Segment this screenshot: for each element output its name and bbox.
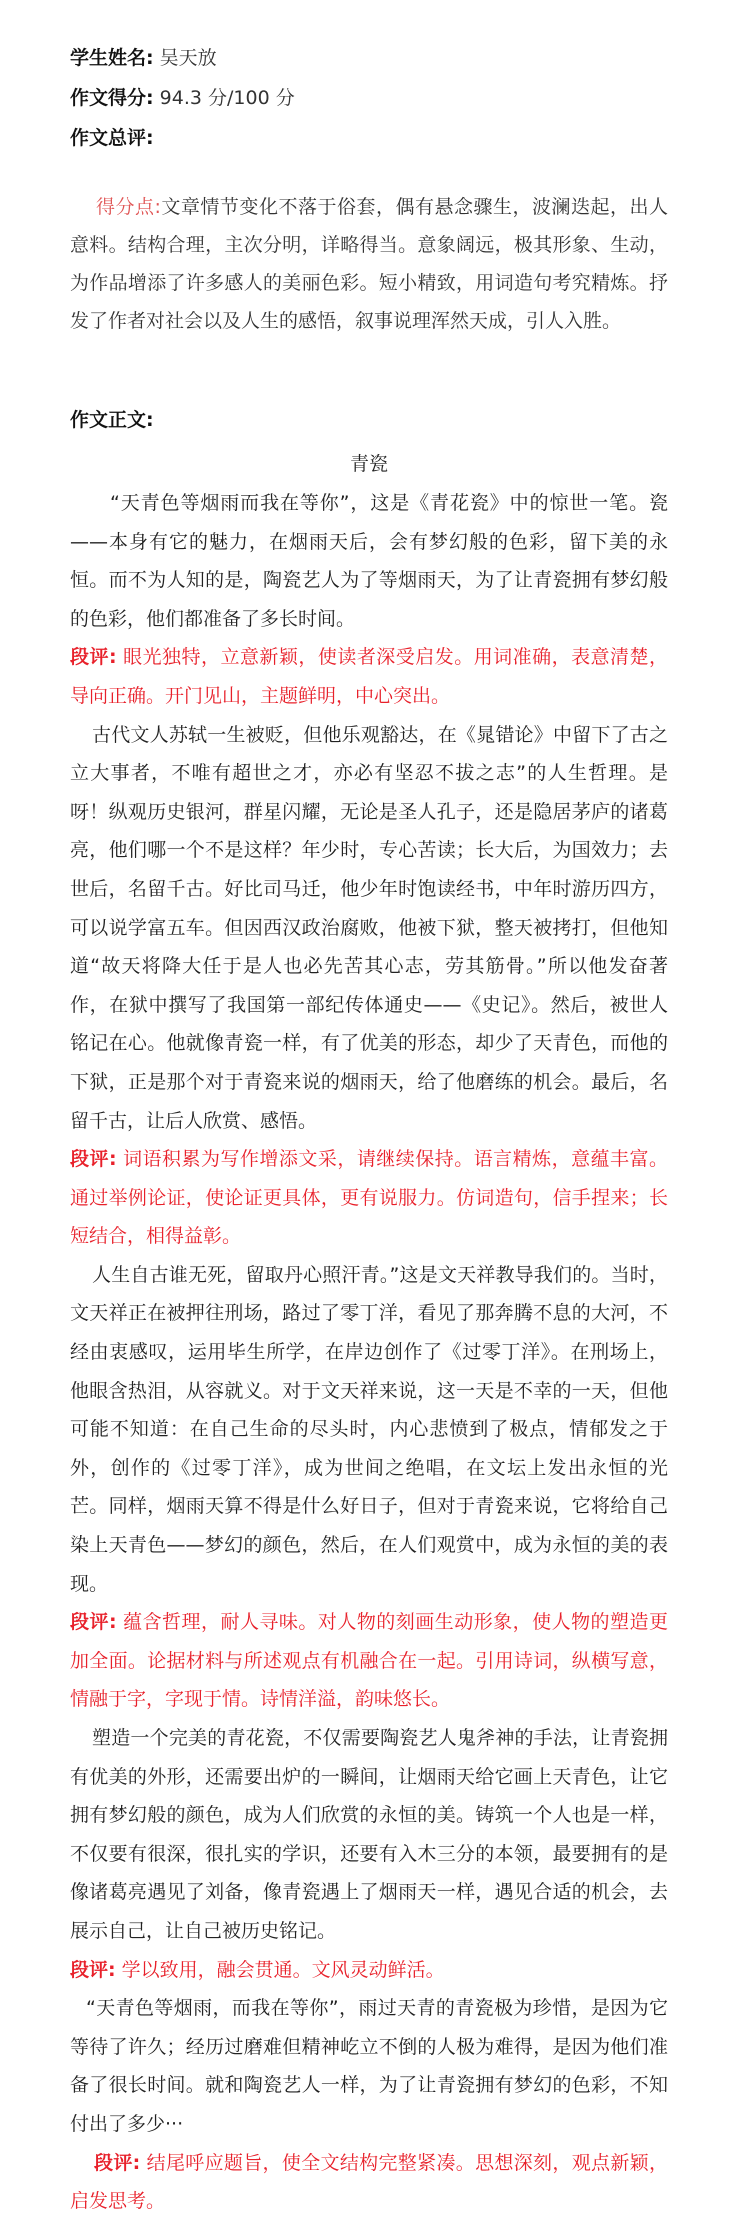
essay-paragraph-1: “天青色等烟雨而我在等你”，这是《青花瓷》中的惊世一笔。瓷——本身有它的魅力，在烟雨天后，会有梦幻般的色彩，留下美的永恒。而不为人知的是，陶瓷艺人为了等烟雨天，为了让青瓷拥有梦幻般的色彩，他们都准备了多长时间。 <box>70 492 668 630</box>
essay-paragraph-2: 古代文人苏轼一生被贬，但他乐观豁达，在《晁错论》中留下了古之立大事者，不唯有超世之才，亦必有坚忍不拔之志”的人生哲理。是呀！纵观历史银河，群星闪耀，无论是圣人孔子，还是隐居茅庐的诸葛亮，他们哪一个不是这样？年少时，专心苦读；长大后，为国效力；去世后，名留千古。好比司马迁，他少年时饱读经书，中年时游历四方，可以说学富五车。但因西汉政治腐败，他被下狱，整天被拷打，但他知道“故天将降大任于是人也必先苦其心志，劳其筋骨。”所以他发奋著作，在狱中撰写了我国第一部纪传体通史——《史记》。然后，被世人铭记在心。他就像青瓷一样，有了优美的形态，却少了天青色，而他的下狱，正是那个对于青瓷来说的烟雨天，给了他磨练的机会。最后，名留千古，让后人欣赏、感悟。 <box>70 723 668 1132</box>
essay-paragraph-3: 人生自古谁无死，留取丹心照汗青。”这是文天祥教导我们的。当时，文天祥正在被押往刑场，路过了零丁洋，看见了那奔腾不息的大河，不经由衷感叹，运用毕生所学，在岸边创作了《过零丁洋》。在刑场上，他眼含热泪，从容就义。对于文天祥来说，这一天是不幸的一天，但他可能不知道：在自己生命的尽头时，内心悲愤到了极点，情郁发之于外，创作的《过零丁洋》，成为世间之绝唱，在文坛上发出永恒的光芒。同样，烟雨天算不得是什么好日子，但对于青瓷来说，它将给自己染上天青色——梦幻的颜色，然后，在人们观赏中，成为永恒的美的表现。 <box>70 1263 668 1595</box>
overall-review-text: 文章情节变化不落于俗套，偶有悬念骤生，波澜迭起，出人意料。结构合理，主次分明，详略得当。意象阔远，极其形象、生动，为作品增添了许多感人的美丽色彩。短小精致，用词造句考究精炼。抒发了作者对社会以及人生的感悟，叙事说理浑然天成，引人入胜。 <box>70 196 668 332</box>
score-value: 94.3 分/100 分 <box>159 87 295 109</box>
paragraph-comment-4 <box>70 1951 668 1990</box>
paragraph-comment-text: 结尾呼应题旨，使全文结构完整紧凑。思想深刻，观点新颖，启发思考。 <box>70 2151 668 2213</box>
paragraph-comment-label: 段评: <box>70 1611 117 1634</box>
student-name-value: 吴天放 <box>159 47 217 69</box>
paragraph-comment-1 <box>70 638 668 715</box>
paragraph-comment-label: 段评: <box>70 646 117 669</box>
essay-body-label: 作文正文: <box>70 409 154 431</box>
student-name-line <box>70 38 668 78</box>
essay-title: 青瓷 <box>349 453 388 475</box>
student-name-label: 学生姓名: <box>70 47 154 69</box>
paragraph-comment-label: 段评: <box>70 1148 117 1171</box>
paragraph-comment-text: 词语积累为写作增添文采，请继续保持。语言精炼，意蕴丰富。通过举例论证，使论证更具体，更有说服力。仿词造句，信手捏来；长短结合，相得益彰。 <box>70 1148 668 1248</box>
paragraph-comment-label: 段评: <box>94 2151 141 2174</box>
overall-review-label: 作文总评: <box>70 127 154 149</box>
essay-paragraph-4: 塑造一个完美的青花瓷，不仅需要陶瓷艺人鬼斧神的手法，让青瓷拥有优美的外形，还需要出炉的一瞬间，让烟雨天给它画上天青色，让它拥有梦幻般的颜色，成为人们欣赏的永恒的美。铸筑一个人也是一样，不仅要有很深，很扎实的学识，还要有入木三分的本领，最要拥有的是像诸葛亮遇见了刘备，像青瓷遇上了烟雨天一样，遇见合适的机会，去展示自己，让自己被历史铭记。 <box>70 1727 668 1942</box>
paragraph-comment-text: 学以致用，融会贯通。文风灵动鲜活。 <box>121 1958 445 1981</box>
paragraph-comment-label: 段评: <box>70 1958 116 1981</box>
paragraph-comment-text: 眼光独特，立意新颖，使读者深受启发。用词准确，表意清楚，导向正确。开门见山，主题鲜明，中心突出。 <box>70 646 668 707</box>
score-label: 作文得分: <box>70 87 154 109</box>
overall-review <box>70 188 668 340</box>
paragraph-comment-5 <box>70 2144 668 2221</box>
paragraph-comment-3 <box>70 1603 668 1719</box>
paragraph-comment-text: 蕴含哲理，耐人寻味。对人物的刻画生动形象，使人物的塑造更加全面。论据材料与所述观点有机融合在一起。引用诗词，纵横写意，情融于字，字现于情。诗情洋溢，韵味悠长。 <box>70 1611 668 1711</box>
score-line <box>70 78 668 118</box>
overall-review-line <box>70 118 668 158</box>
paragraph-comment-2 <box>70 1140 668 1256</box>
scoring-points-label: 得分点: <box>96 196 161 218</box>
essay-paragraph-5: “天青色等烟雨，而我在等你”，雨过天青的青瓷极为珍惜，是因为它等待了许久；经历过磨难但精神屹立不倒的人极为难得，是因为他们准备了很长时间。就和陶瓷艺人一样，为了让青瓷拥有梦幻的色彩，不知付出了多少··· <box>70 1997 668 2135</box>
